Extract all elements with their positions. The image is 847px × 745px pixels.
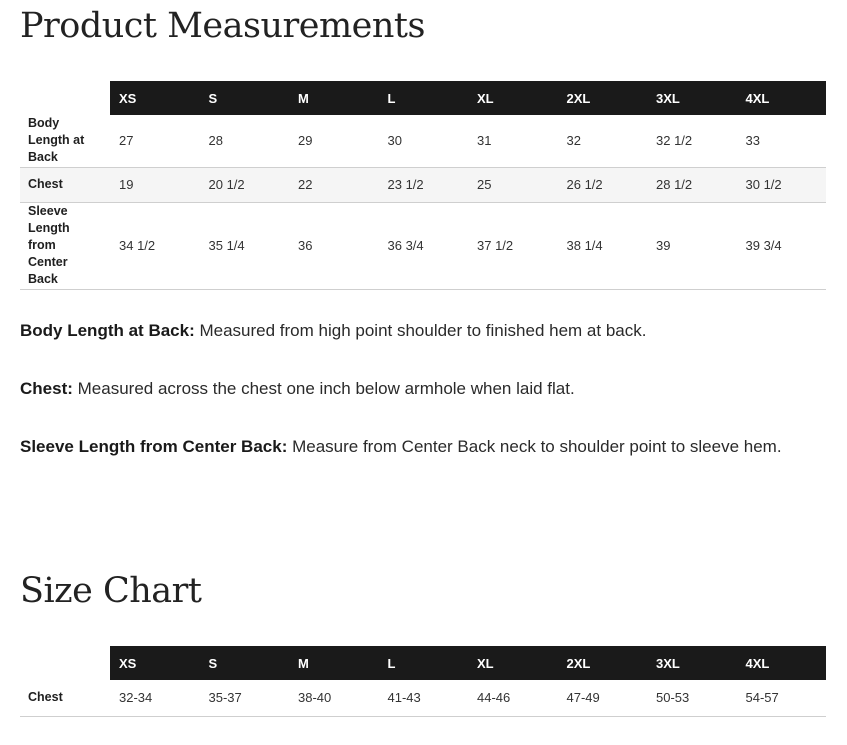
size-header-xs: XS	[110, 81, 200, 115]
product-measurements-heading: Product Measurements	[20, 6, 425, 46]
table-cell: 38 1/4	[566, 238, 603, 253]
size-header-s: S	[200, 81, 290, 115]
table-cell: 26 1/2	[566, 177, 603, 192]
body-length-note	[20, 318, 810, 344]
table-cell: 29	[298, 133, 313, 149]
size-header-2xl: 2XL	[558, 81, 648, 115]
table-cell: 47-49	[566, 690, 600, 706]
table-cell: 25	[477, 177, 492, 192]
table-cell: 39	[656, 238, 671, 253]
table-row-chest	[20, 167, 826, 202]
table-cell: 37 1/2	[477, 238, 514, 253]
table-row-chest	[20, 680, 826, 716]
size-header-3xl: 3XL	[647, 81, 737, 115]
size-header-xl: XL	[468, 81, 558, 115]
table-row-sleeve-length	[20, 202, 826, 289]
row-label-sleeve-length: Sleeve Length from Center Back	[28, 204, 70, 286]
table-cell: 36	[298, 238, 313, 253]
size-header-3xl: 3XL	[647, 646, 737, 680]
note-text: Measured across the chest one inch below armhole when laid flat.	[72, 379, 575, 398]
note-term: Body Length at Back:	[20, 321, 195, 340]
size-chart-table	[20, 646, 826, 717]
product-measurements-table	[20, 81, 826, 290]
row-label-body-length: Body Length at Back	[28, 116, 85, 165]
size-chart-heading: Size Chart	[20, 571, 202, 611]
size-header-2xl: 2XL	[558, 646, 648, 680]
table-cell: 32 1/2	[656, 133, 693, 149]
table-cell: 30 1/2	[745, 177, 782, 192]
table-cell: 32	[566, 133, 581, 149]
table-header-row	[20, 81, 826, 115]
table-row-body-length	[20, 115, 826, 167]
table-cell: 44-46	[477, 690, 511, 706]
table-cell: 19	[119, 177, 134, 192]
table-cell: 28 1/2	[656, 177, 693, 192]
table-cell: 41-43	[387, 690, 421, 706]
table-cell: 50-53	[656, 690, 690, 706]
table-cell: 30	[387, 133, 402, 149]
table-cell: 35-37	[208, 690, 242, 706]
table-header-row	[20, 646, 826, 680]
table-cell: 32-34	[119, 690, 153, 706]
table-cell: 36 3/4	[387, 238, 424, 253]
table-cell: 39 3/4	[745, 238, 782, 253]
size-header-4xl: 4XL	[737, 646, 827, 680]
table-cell: 34 1/2	[119, 238, 156, 253]
table-cell: 33	[745, 133, 760, 149]
table-cell: 27	[119, 133, 134, 149]
table-cell: 20 1/2	[208, 177, 245, 192]
row-label-chest: Chest	[28, 690, 63, 705]
table-cell: 22	[298, 177, 313, 192]
size-header-m: M	[289, 646, 379, 680]
row-label-chest: Chest	[28, 177, 63, 191]
chest-note	[20, 376, 810, 402]
header-corner-cell	[20, 646, 110, 680]
table-cell: 38-40	[298, 690, 332, 706]
size-header-s: S	[200, 646, 290, 680]
table-cell: 23 1/2	[387, 177, 424, 192]
note-text: Measured from high point shoulder to finished hem at back.	[194, 321, 647, 340]
table-cell: 31	[477, 133, 492, 149]
size-header-m: M	[289, 81, 379, 115]
note-text: Measure from Center Back neck to shoulder point to sleeve hem.	[287, 437, 782, 456]
size-header-4xl: 4XL	[737, 81, 827, 115]
header-corner-cell	[20, 81, 110, 115]
size-header-l: L	[379, 81, 469, 115]
table-cell: 28	[208, 133, 223, 149]
note-term: Sleeve Length from Center Back:	[20, 437, 288, 456]
sleeve-length-note	[20, 434, 810, 460]
size-header-xl: XL	[468, 646, 558, 680]
table-cell: 54-57	[745, 690, 779, 706]
size-header-xs: XS	[110, 646, 200, 680]
size-header-l: L	[379, 646, 469, 680]
table-cell: 35 1/4	[208, 238, 245, 253]
note-term: Chest:	[20, 379, 73, 398]
